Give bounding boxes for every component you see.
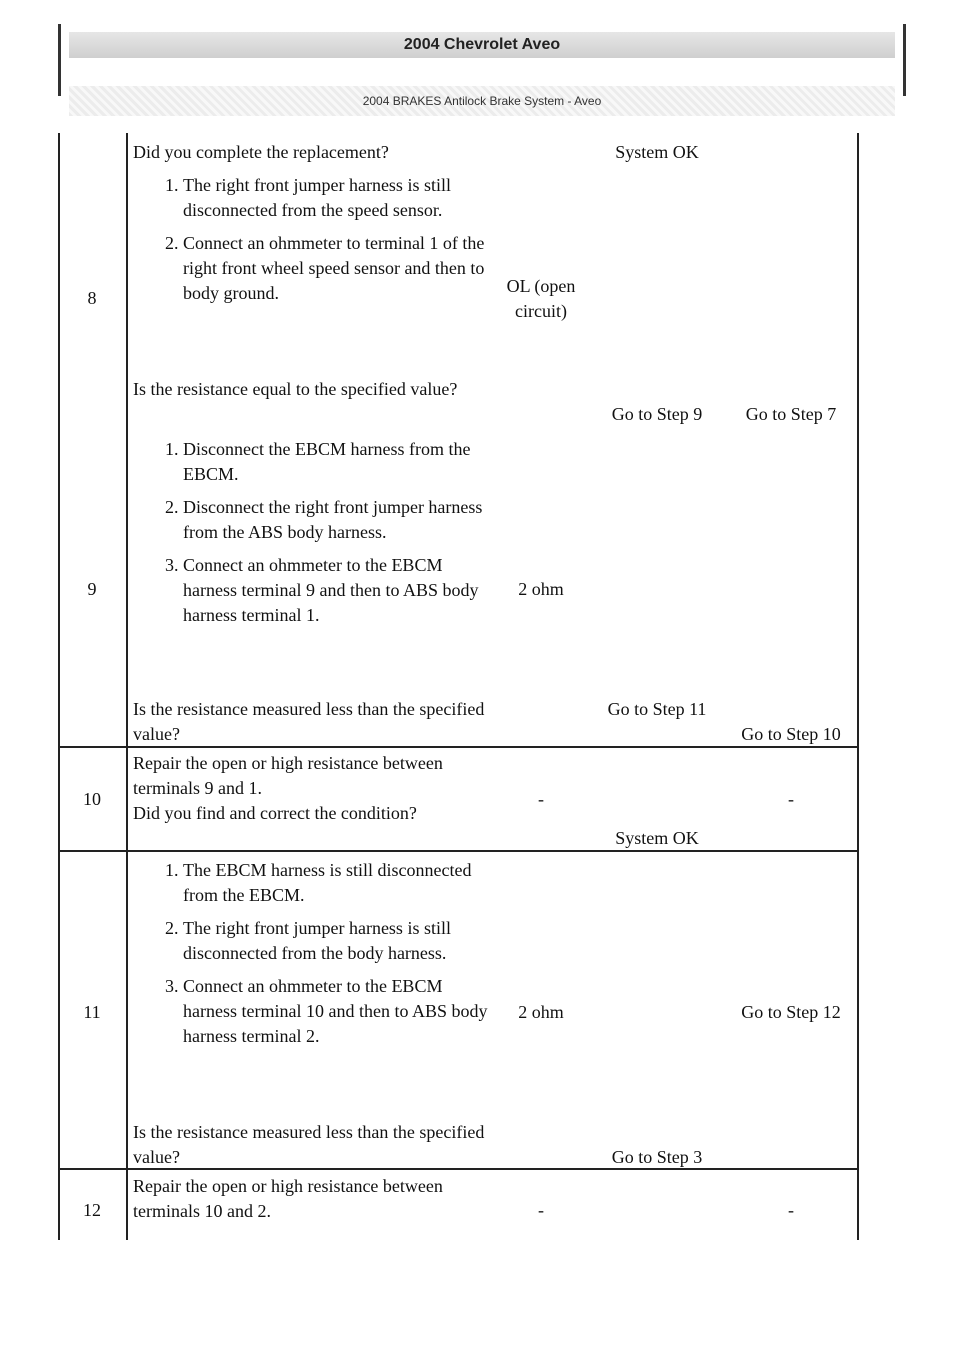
row11-item-1: 1. The EBCM harness is still disconnected from the EBCM.: [183, 858, 488, 908]
row8-item-2: 2. Connect an ohmmeter to terminal 1 of the right front wheel speed sensor and then to body ground.: [183, 231, 488, 306]
row9-question: Is the resistance measured less than the specified value?: [133, 699, 485, 744]
row10-step-number: 10: [83, 789, 101, 809]
row11-yes: Go to Step 3: [611, 1147, 703, 1167]
row-divider-10-11: [58, 850, 859, 852]
row8-question-top: Did you complete the replacement?: [133, 142, 389, 162]
row9-spec: 2 ohm: [518, 579, 564, 599]
row11-no: Go to Step 12: [741, 1002, 841, 1022]
row9-item-3: 3. Connect an ohmmeter to the EBCM harness terminal 9 and then to ABS body harness terminal 1.: [183, 553, 488, 628]
header-title: 2004 Chevrolet Aveo: [69, 32, 895, 58]
row11-item-2: 2. The right front jumper harness is still disconnected from the body harness.: [183, 916, 488, 966]
row10-yes: System OK: [615, 828, 699, 848]
table-right-border: [857, 133, 859, 1240]
row8-yes: Go to Step 9: [611, 404, 703, 424]
row11-step-number: 11: [83, 1002, 101, 1022]
row8-spec: OL (open circuit): [506, 276, 576, 321]
row12-repair-text: Repair the open or high resistance between terminals 10 and 2.: [133, 1176, 443, 1221]
row8-yes-top: System OK: [615, 142, 699, 162]
row9-item-2: 2. Disconnect the right front jumper harness from the ABS body harness.: [183, 495, 488, 545]
row8-item-1: 1. The right front jumper harness is still disconnected from the speed sensor.: [183, 173, 488, 223]
row12-no: -: [788, 1200, 794, 1220]
row8-question: Is the resistance equal to the specified value?: [133, 379, 458, 399]
row8-no: Go to Step 7: [745, 404, 837, 424]
row11-item-3: 3. Connect an ohmmeter to the EBCM harness terminal 10 and then to ABS body harness terminal 2.: [183, 974, 488, 1049]
row10-repair-text: Repair the open or high resistance between terminals 9 and 1.: [133, 753, 443, 798]
row9-no: Go to Step 10: [741, 724, 841, 744]
row11-question: Is the resistance measured less than the specified value?: [133, 1122, 485, 1167]
header-subtitle: 2004 BRAKES Antilock Brake System - Aveo: [69, 86, 895, 116]
row12-spec: -: [538, 1200, 544, 1220]
table-step-divider: [126, 133, 128, 1240]
row8-step-number: 8: [87, 288, 97, 308]
row8-instructions: [133, 173, 488, 314]
row12-step-number: 12: [83, 1200, 101, 1220]
document-header: [58, 24, 906, 108]
row9-yes: Go to Step 11: [607, 699, 707, 719]
row9-item-1: 1. Disconnect the EBCM harness from the EBCM.: [183, 437, 488, 487]
row9-step-number: 9: [87, 579, 97, 599]
row9-instructions: [133, 437, 488, 636]
row10-question: Did you find and correct the condition?: [133, 803, 417, 823]
row10-spec: -: [538, 789, 544, 809]
row10-no: -: [788, 789, 794, 809]
row11-instructions: [133, 858, 488, 1057]
row11-spec: 2 ohm: [518, 1002, 564, 1022]
